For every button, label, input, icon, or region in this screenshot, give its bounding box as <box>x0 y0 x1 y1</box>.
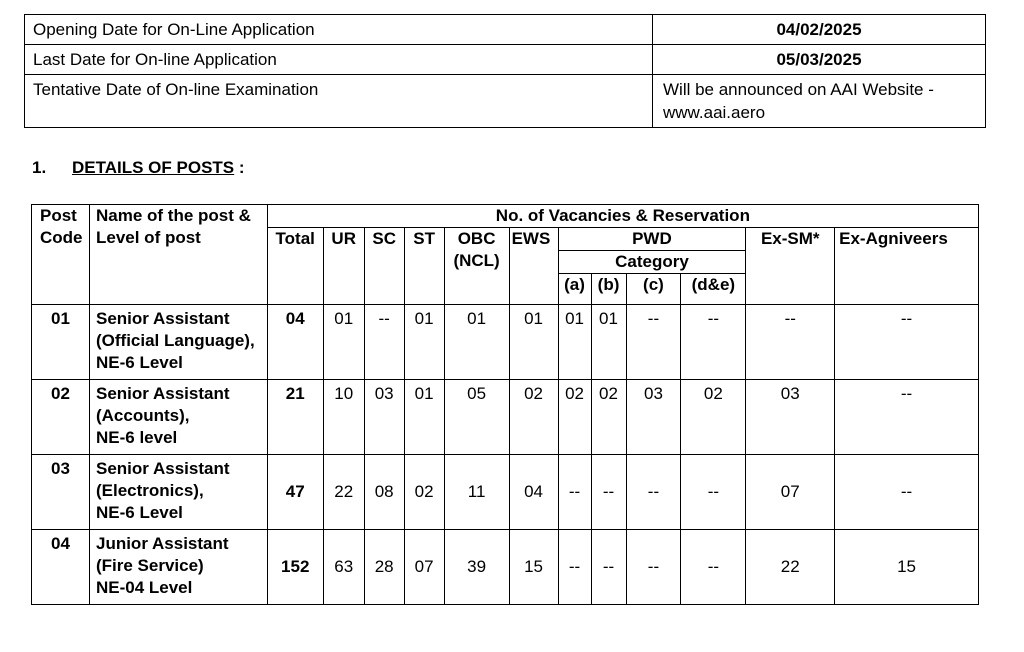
post-name-line3: NE-6 Level <box>95 503 183 522</box>
post-name-line3: NE-04 Level <box>95 578 193 597</box>
header-pwd-a: (a) <box>558 274 591 305</box>
cell-sc: 08 <box>364 455 404 530</box>
cell-pwd-b: 02 <box>591 380 626 455</box>
cell-pwd-de: -- <box>681 305 746 380</box>
header-pwd-c: (c) <box>626 274 681 305</box>
date-row-exam <box>25 75 986 128</box>
cell-pwd-a: 01 <box>558 305 591 380</box>
cell-pwd-a: -- <box>558 530 591 605</box>
cell-exsm: 07 <box>746 455 835 530</box>
cell-sc: -- <box>364 305 404 380</box>
date-row-last <box>25 45 986 75</box>
cell-exsm: -- <box>746 305 835 380</box>
header-pwd-de: (d&e) <box>681 274 746 305</box>
section-title: DETAILS OF POSTS <box>72 158 235 177</box>
section-suffix: : <box>234 158 245 177</box>
cell-pwd-b: -- <box>591 530 626 605</box>
table-row <box>32 455 979 530</box>
date-value <box>653 75 986 128</box>
post-code: 02 <box>32 380 90 455</box>
date-value: 05/03/2025 <box>653 45 986 75</box>
post-name-line3: NE-6 level <box>95 428 178 447</box>
cell-exsm: 03 <box>746 380 835 455</box>
cell-obc: 01 <box>444 305 509 380</box>
cell-st: 02 <box>404 455 444 530</box>
cell-pwd-b: -- <box>591 455 626 530</box>
header-post-code-line2: Code <box>40 228 83 247</box>
cell-ews: 15 <box>509 530 558 605</box>
header-obc-line1: OBC <box>457 229 496 248</box>
important-dates-table <box>24 14 986 128</box>
cell-pwd-a: 02 <box>558 380 591 455</box>
post-name <box>89 455 267 530</box>
post-code: 04 <box>32 530 90 605</box>
header-st: ST <box>404 228 444 305</box>
cell-exagniveers: -- <box>835 380 979 455</box>
cell-sc: 03 <box>364 380 404 455</box>
cell-pwd-de: 02 <box>681 380 746 455</box>
header-ur: UR <box>323 228 364 305</box>
cell-ur: 10 <box>323 380 364 455</box>
header-name-line2: Level of post <box>95 228 201 247</box>
cell-pwd-b: 01 <box>591 305 626 380</box>
cell-st: 01 <box>404 380 444 455</box>
header-exagniveers: Ex-Agniveers <box>835 228 979 305</box>
cell-total: 21 <box>267 380 323 455</box>
post-code: 03 <box>32 455 90 530</box>
table-row <box>32 305 979 380</box>
cell-pwd-c: -- <box>626 455 681 530</box>
cell-total: 04 <box>267 305 323 380</box>
cell-sc: 28 <box>364 530 404 605</box>
section-heading <box>32 158 245 178</box>
cell-exagniveers: -- <box>835 455 979 530</box>
post-name-line1: Junior Assistant <box>95 534 229 553</box>
cell-exsm: 22 <box>746 530 835 605</box>
header-obc <box>444 228 509 305</box>
cell-ur: 63 <box>323 530 364 605</box>
cell-total: 152 <box>267 530 323 605</box>
header-post-name <box>89 205 267 305</box>
post-name-line1: Senior Assistant <box>95 459 230 478</box>
header-obc-line2: (NCL) <box>453 251 500 270</box>
cell-ur: 22 <box>323 455 364 530</box>
date-label: Tentative Date of On-line Examination <box>25 75 653 128</box>
table-row <box>32 530 979 605</box>
date-label: Opening Date for On-Line Application <box>25 15 653 45</box>
header-total: Total <box>267 228 323 305</box>
posts-table <box>31 204 979 605</box>
post-name-line1: Senior Assistant <box>95 309 230 328</box>
table-row <box>32 380 979 455</box>
header-sc: SC <box>364 228 404 305</box>
header-exsm: Ex-SM* <box>746 228 835 305</box>
date-label: Last Date for On-line Application <box>25 45 653 75</box>
header-post-code <box>32 205 90 305</box>
header-pwd-b: (b) <box>591 274 626 305</box>
date-value: 04/02/2025 <box>653 15 986 45</box>
post-name-line3: NE-6 Level <box>95 353 183 372</box>
section-number: 1. <box>32 158 47 177</box>
cell-pwd-a: -- <box>558 455 591 530</box>
cell-ews: 04 <box>509 455 558 530</box>
cell-st: 07 <box>404 530 444 605</box>
header-category: Category <box>558 251 746 274</box>
post-name <box>89 305 267 380</box>
cell-st: 01 <box>404 305 444 380</box>
cell-obc: 05 <box>444 380 509 455</box>
cell-obc: 39 <box>444 530 509 605</box>
cell-pwd-de: -- <box>681 530 746 605</box>
post-name-line2: (Accounts), <box>95 406 190 425</box>
cell-obc: 11 <box>444 455 509 530</box>
cell-pwd-c: -- <box>626 530 681 605</box>
post-name-line2: (Electronics), <box>95 481 204 500</box>
post-code: 01 <box>32 305 90 380</box>
header-row-1 <box>32 205 979 228</box>
header-pwd: PWD <box>558 228 746 251</box>
cell-pwd-c: 03 <box>626 380 681 455</box>
date-row-opening <box>25 15 986 45</box>
header-post-code-line1: Post <box>40 206 77 225</box>
post-name-line2: (Fire Service) <box>95 556 204 575</box>
header-ews: EWS <box>509 228 558 305</box>
post-name-line1: Senior Assistant <box>95 384 230 403</box>
header-vacancies: No. of Vacancies & Reservation <box>267 205 978 228</box>
cell-ews: 01 <box>509 305 558 380</box>
post-name <box>89 380 267 455</box>
cell-pwd-c: -- <box>626 305 681 380</box>
cell-exagniveers: -- <box>835 305 979 380</box>
header-name-line1: Name of the post & <box>95 206 251 225</box>
post-name-line2: (Official Language), <box>95 331 255 350</box>
cell-exagniveers: 15 <box>835 530 979 605</box>
cell-pwd-de: -- <box>681 455 746 530</box>
cell-ur: 01 <box>323 305 364 380</box>
exam-date-line-1: Will be announced on AAI Website - <box>663 80 934 99</box>
exam-date-line-2: www.aai.aero <box>663 103 766 122</box>
cell-ews: 02 <box>509 380 558 455</box>
post-name <box>89 530 267 605</box>
cell-total: 47 <box>267 455 323 530</box>
